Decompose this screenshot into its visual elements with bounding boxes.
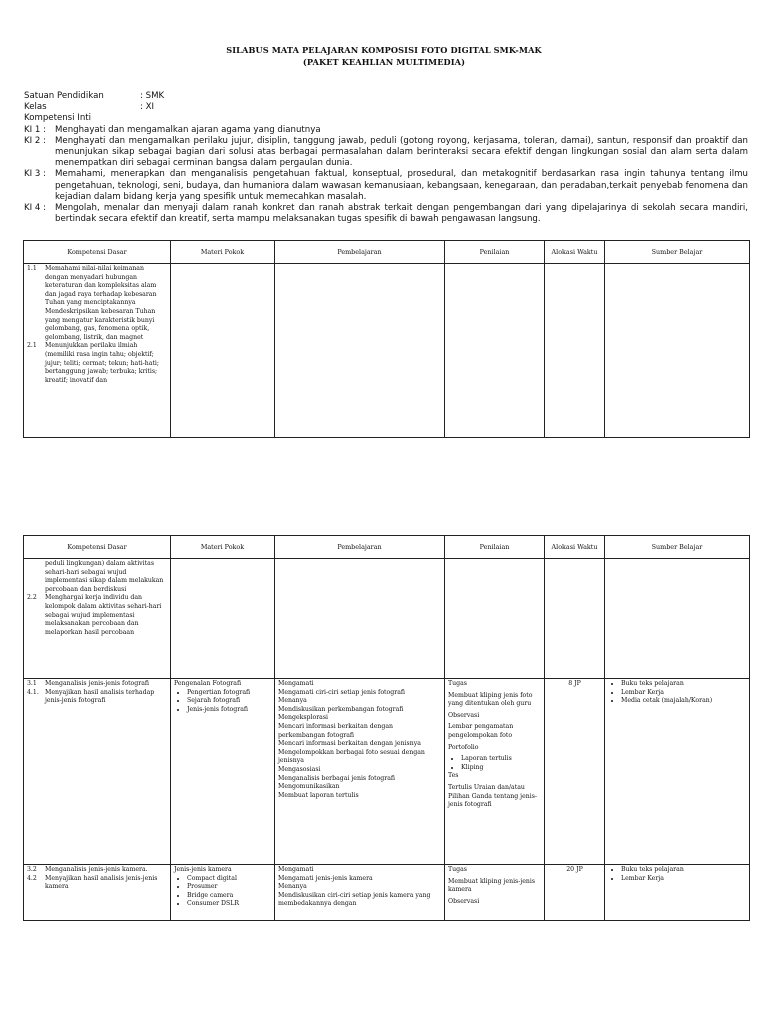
table-2-header-row — [24, 536, 750, 559]
kd-number: 2.2 — [27, 594, 37, 602]
kd-item — [27, 866, 167, 875]
list-item: Mengamati — [278, 866, 314, 873]
alokasi-cell — [545, 865, 605, 921]
ki-3-text: Memahami, menerapkan dan menganalisis pengetahuan faktual, konseptual, prosedural, dan metakognitif berdasarkan rasa ingin tahunya tentang ilmu pengetahuan, teknologi, seni, budaya, dan humaniora dalam wawasan kemanusiaan, kebangsaan, kenegaraan, dan peradaban,terkait penyebab fenomena dan kejadian dalam bidang kerja yang spesifik untuk memecahkan masalah. — [55, 169, 748, 202]
list-item: • Media cetak (majalah/Koran) — [621, 697, 746, 706]
list-item: • Lembar Kerja — [621, 689, 746, 698]
penilaian-tugas-text: Membuat kliping jenis foto yang ditentukan oleh guru — [448, 691, 533, 708]
list-item: Menanya — [278, 883, 307, 891]
penilaian-cell — [445, 559, 545, 679]
list-item: Membuat laporan tertulis — [278, 791, 359, 799]
header-kompetensi-dasar: Kompetensi Dasar — [24, 241, 171, 264]
kd-text: peduli lingkungan) dalam aktivitas sehari-hari sebagai wujud implementasi sikap dalam melakukan percobaan dan berdiskusi — [45, 560, 164, 593]
table-row — [24, 264, 750, 438]
kd-number: 4.2 — [27, 874, 37, 882]
alokasi-cell — [545, 264, 605, 438]
kd-item — [27, 265, 167, 342]
header-pembelajaran: Pembelajaran — [275, 241, 445, 264]
sumber-list — [608, 866, 746, 883]
penilaian-tes-label: Tes — [448, 772, 459, 780]
pembelajaran-cell — [275, 679, 445, 865]
kd-text: Menunjukkan perilaku ilmiah (memiliki rasa ingin tahu; objektif; jujur; teliti; cermat; tekun; hati-hati; bertanggung jawab; terbuka; kritis; kreatif; inovatif dan — [45, 342, 159, 384]
table-row — [24, 865, 750, 921]
header-alokasi-waktu: Alokasi Waktu — [545, 536, 605, 559]
penilaian-cell — [445, 264, 545, 438]
syllabus-table-1 — [23, 240, 750, 438]
kd-number: 4.1. — [27, 688, 39, 696]
kd-text: Menyajikan hasil analisis terhadap jenis-jenis fotografi — [45, 688, 155, 705]
kd-number: 1.1 — [27, 265, 37, 272]
materi-title: Pengenalan Fotografi — [174, 680, 242, 687]
ki-1-label: KI 1 : — [24, 124, 46, 135]
penilaian-observasi-text: Lembar pengamatan pengelompokan foto — [448, 723, 514, 739]
ki-3 — [24, 169, 748, 203]
sumber-cell — [605, 559, 750, 679]
ki-4-text: Mengolah, menalar dan menyaji dalam ranah konkret dan ranah abstrak terkait dengan pengembangan dari yang dipelajarinya di sekolah secara mandiri, bertindak secara efektif dan kreatif, serta mampu melaksanakan tugas spesifik di bawah pengawasan langsung. — [55, 203, 748, 225]
alokasi-cell — [545, 559, 605, 679]
list-item: • Consumer DSLR — [187, 900, 271, 909]
ki-3-label: KI 3 : — [24, 169, 46, 180]
penilaian-observasi-label: Observasi — [448, 711, 480, 719]
ki-2-text: Menghayati dan mengamalkan perilaku jujur, disiplin, tanggung jawab, peduli (gotong royong, kerjasama, toleran, damai), santun, responsif dan proaktif dan menunjukan sikap sebagai bagian dari solusi atas berbagai permasalahan dalam berinteraksi secara efektif dengan lingkungan sosial dan alam serta dalam menempatkan diri sebagai cerminan bangsa dalam pergaulan dunia. — [55, 135, 748, 169]
materi-cell — [171, 865, 275, 921]
ki-2-label: KI 2 : — [24, 135, 46, 146]
pembelajaran-cell — [275, 264, 445, 438]
document-title — [0, 44, 768, 68]
header-penilaian: Penilaian — [445, 536, 545, 559]
materi-list — [174, 875, 271, 909]
list-item: Mengamati jenis-jenis kamera — [278, 874, 373, 882]
header-pembelajaran: Pembelajaran — [275, 536, 445, 559]
satuan-row — [24, 91, 748, 102]
header-materi-pokok: Materi Pokok — [171, 536, 275, 559]
title-line-2: (PAKET KEAHLIAN MULTIMEDIA) — [302, 57, 466, 67]
penilaian-cell — [445, 865, 545, 921]
ki-1-text: Menghayati dan mengamalkan ajaran agama yang dianutnya — [55, 124, 321, 135]
list-item: Mengamati — [278, 680, 314, 687]
list-item: Mencari informasi berkaitan dengan jenisnya — [278, 740, 421, 748]
materi-list — [174, 689, 271, 715]
list-item: • Bridge camera — [187, 892, 271, 901]
penilaian-observasi-label: Observasi — [448, 897, 480, 905]
penilaian-tes-text: Tertulis Uraian dan/atau Pilihan Ganda tentang jenis-jenis fotografi — [448, 783, 537, 809]
pembelajaran-cell — [275, 865, 445, 921]
kd-number: 2.1 — [27, 342, 37, 350]
kd-item — [27, 342, 167, 385]
kd-item — [27, 689, 167, 706]
list-item: • Sejarah fotografi — [187, 697, 271, 706]
kd-item — [27, 594, 167, 637]
header-materi-pokok: Materi Pokok — [171, 241, 275, 264]
portofolio-list — [448, 755, 541, 772]
pembelajaran-cell — [275, 559, 445, 679]
kd-item — [27, 875, 167, 892]
materi-cell — [171, 679, 275, 865]
kd-cell — [24, 264, 171, 438]
kd-item — [27, 680, 167, 689]
penilaian-cell — [445, 679, 545, 865]
ki-2 — [24, 136, 748, 170]
sumber-cell — [605, 865, 750, 921]
kompetensi-inti-heading: Kompetensi Inti — [24, 113, 92, 124]
kd-number: 3.1 — [27, 680, 37, 687]
penilaian-portofolio-label: Portofolio — [448, 743, 479, 751]
header-alokasi-waktu: Alokasi Waktu — [545, 241, 605, 264]
table-row — [24, 559, 750, 679]
kelas-label: Kelas — [24, 102, 47, 113]
ki-1 — [24, 125, 748, 136]
header-penilaian: Penilaian — [445, 241, 545, 264]
header-sumber-belajar: Sumber Belajar — [605, 241, 750, 264]
table-row — [24, 679, 750, 865]
list-item: • Lembar Kerja — [621, 875, 746, 884]
list-item: • Prosumer — [187, 883, 271, 892]
list-item: • Buku teks pelajaran — [621, 866, 746, 875]
list-item: • Pengertian fotografi — [187, 689, 271, 698]
title-line-1: SILABUS MATA PELAJARAN KOMPOSISI FOTO DIGITAL SMK-MAK — [226, 45, 542, 55]
sumber-list — [608, 680, 746, 706]
info-block — [24, 91, 748, 225]
sumber-cell — [605, 679, 750, 865]
kd-text: Menganalisis jenis-jenis fotografi — [45, 680, 150, 687]
penilaian-tugas-label: Tugas — [448, 866, 467, 873]
table-1-header-row — [24, 241, 750, 264]
kd-cell — [24, 679, 171, 865]
satuan-label: Satuan Pendidikan — [24, 91, 104, 101]
kd-text: Menyajikan hasil analisis jenis-jenis kamera — [45, 874, 158, 891]
materi-cell — [171, 264, 275, 438]
list-item: Mengamati ciri-ciri setiap jenis fotografi — [278, 688, 406, 696]
ki-4-label: KI 4 : — [24, 203, 46, 214]
kd-text: Menghargai kerja individu dan kelompok dalam aktivitas sehari-hari sebagai wujud implementasi melaksanakan percobaan dan melaporkan hasil percobaan — [45, 594, 162, 636]
list-item: • Jenis-jenis fotografi — [187, 706, 271, 715]
list-item: Mendiskusikan perkembangan fotografi — [278, 705, 404, 713]
kd-text: Menganalisis jenis-jenis kamera. — [45, 866, 148, 873]
list-item: • Laporan tertulis — [461, 755, 541, 764]
header-sumber-belajar: Sumber Belajar — [605, 536, 750, 559]
list-item: • Kliping — [461, 764, 541, 773]
kelas-row — [24, 102, 748, 113]
materi-cell — [171, 559, 275, 679]
kd-cell — [24, 865, 171, 921]
kelas-value: : XI — [140, 102, 155, 113]
materi-title: Jenis-jenis kamera — [174, 866, 232, 873]
kd-text: Memahami nilai-nilai keimanan dengan menyadari hubungan keteraturan dan kompleksitas alam dan jagad raya terhadap kebesaran Tuhan yang menciptakannya Mendeskripsikan kebesaran Tuhan yang mengatur karakteristik bunyi gelombang, gas, fenomena optik, gelombang, listrik, dan magnet — [45, 265, 157, 341]
list-item: • Compact digital — [187, 875, 271, 884]
list-item: Mengeksplorasi — [278, 714, 328, 722]
list-item: Mengelompokkan berbagai foto sesuai dengan jenisnya — [278, 748, 425, 765]
list-item: Mencari informasi berkaitan dengan perkembangan fotografi — [278, 722, 394, 739]
alokasi-value: 8 JP — [568, 680, 581, 687]
alokasi-value: 20 JP — [566, 866, 583, 873]
kd-item — [27, 560, 167, 594]
kd-number: 3.2 — [27, 866, 37, 873]
list-item: Mengasosiasi — [278, 765, 321, 773]
list-item: Menanya — [278, 697, 307, 705]
penilaian-tugas-text: Membuat kliping jenis-jenis kamera — [448, 877, 536, 894]
sumber-cell — [605, 264, 750, 438]
syllabus-table-2 — [23, 535, 750, 921]
list-item: Menganalisis berbagai jenis fotografi — [278, 774, 396, 782]
alokasi-cell — [545, 679, 605, 865]
list-item: Mendiskusikan ciri-ciri setiap jenis kamera yang membedakannya dengan — [278, 891, 431, 908]
ki-4 — [24, 203, 748, 225]
list-item: • Buku teks pelajaran — [621, 680, 746, 689]
kd-cell — [24, 559, 171, 679]
penilaian-tugas-label: Tugas — [448, 680, 467, 687]
satuan-value: : SMK — [140, 91, 165, 101]
header-kompetensi-dasar: Kompetensi Dasar — [24, 536, 171, 559]
list-item: Mengomunikasikan — [278, 783, 340, 791]
